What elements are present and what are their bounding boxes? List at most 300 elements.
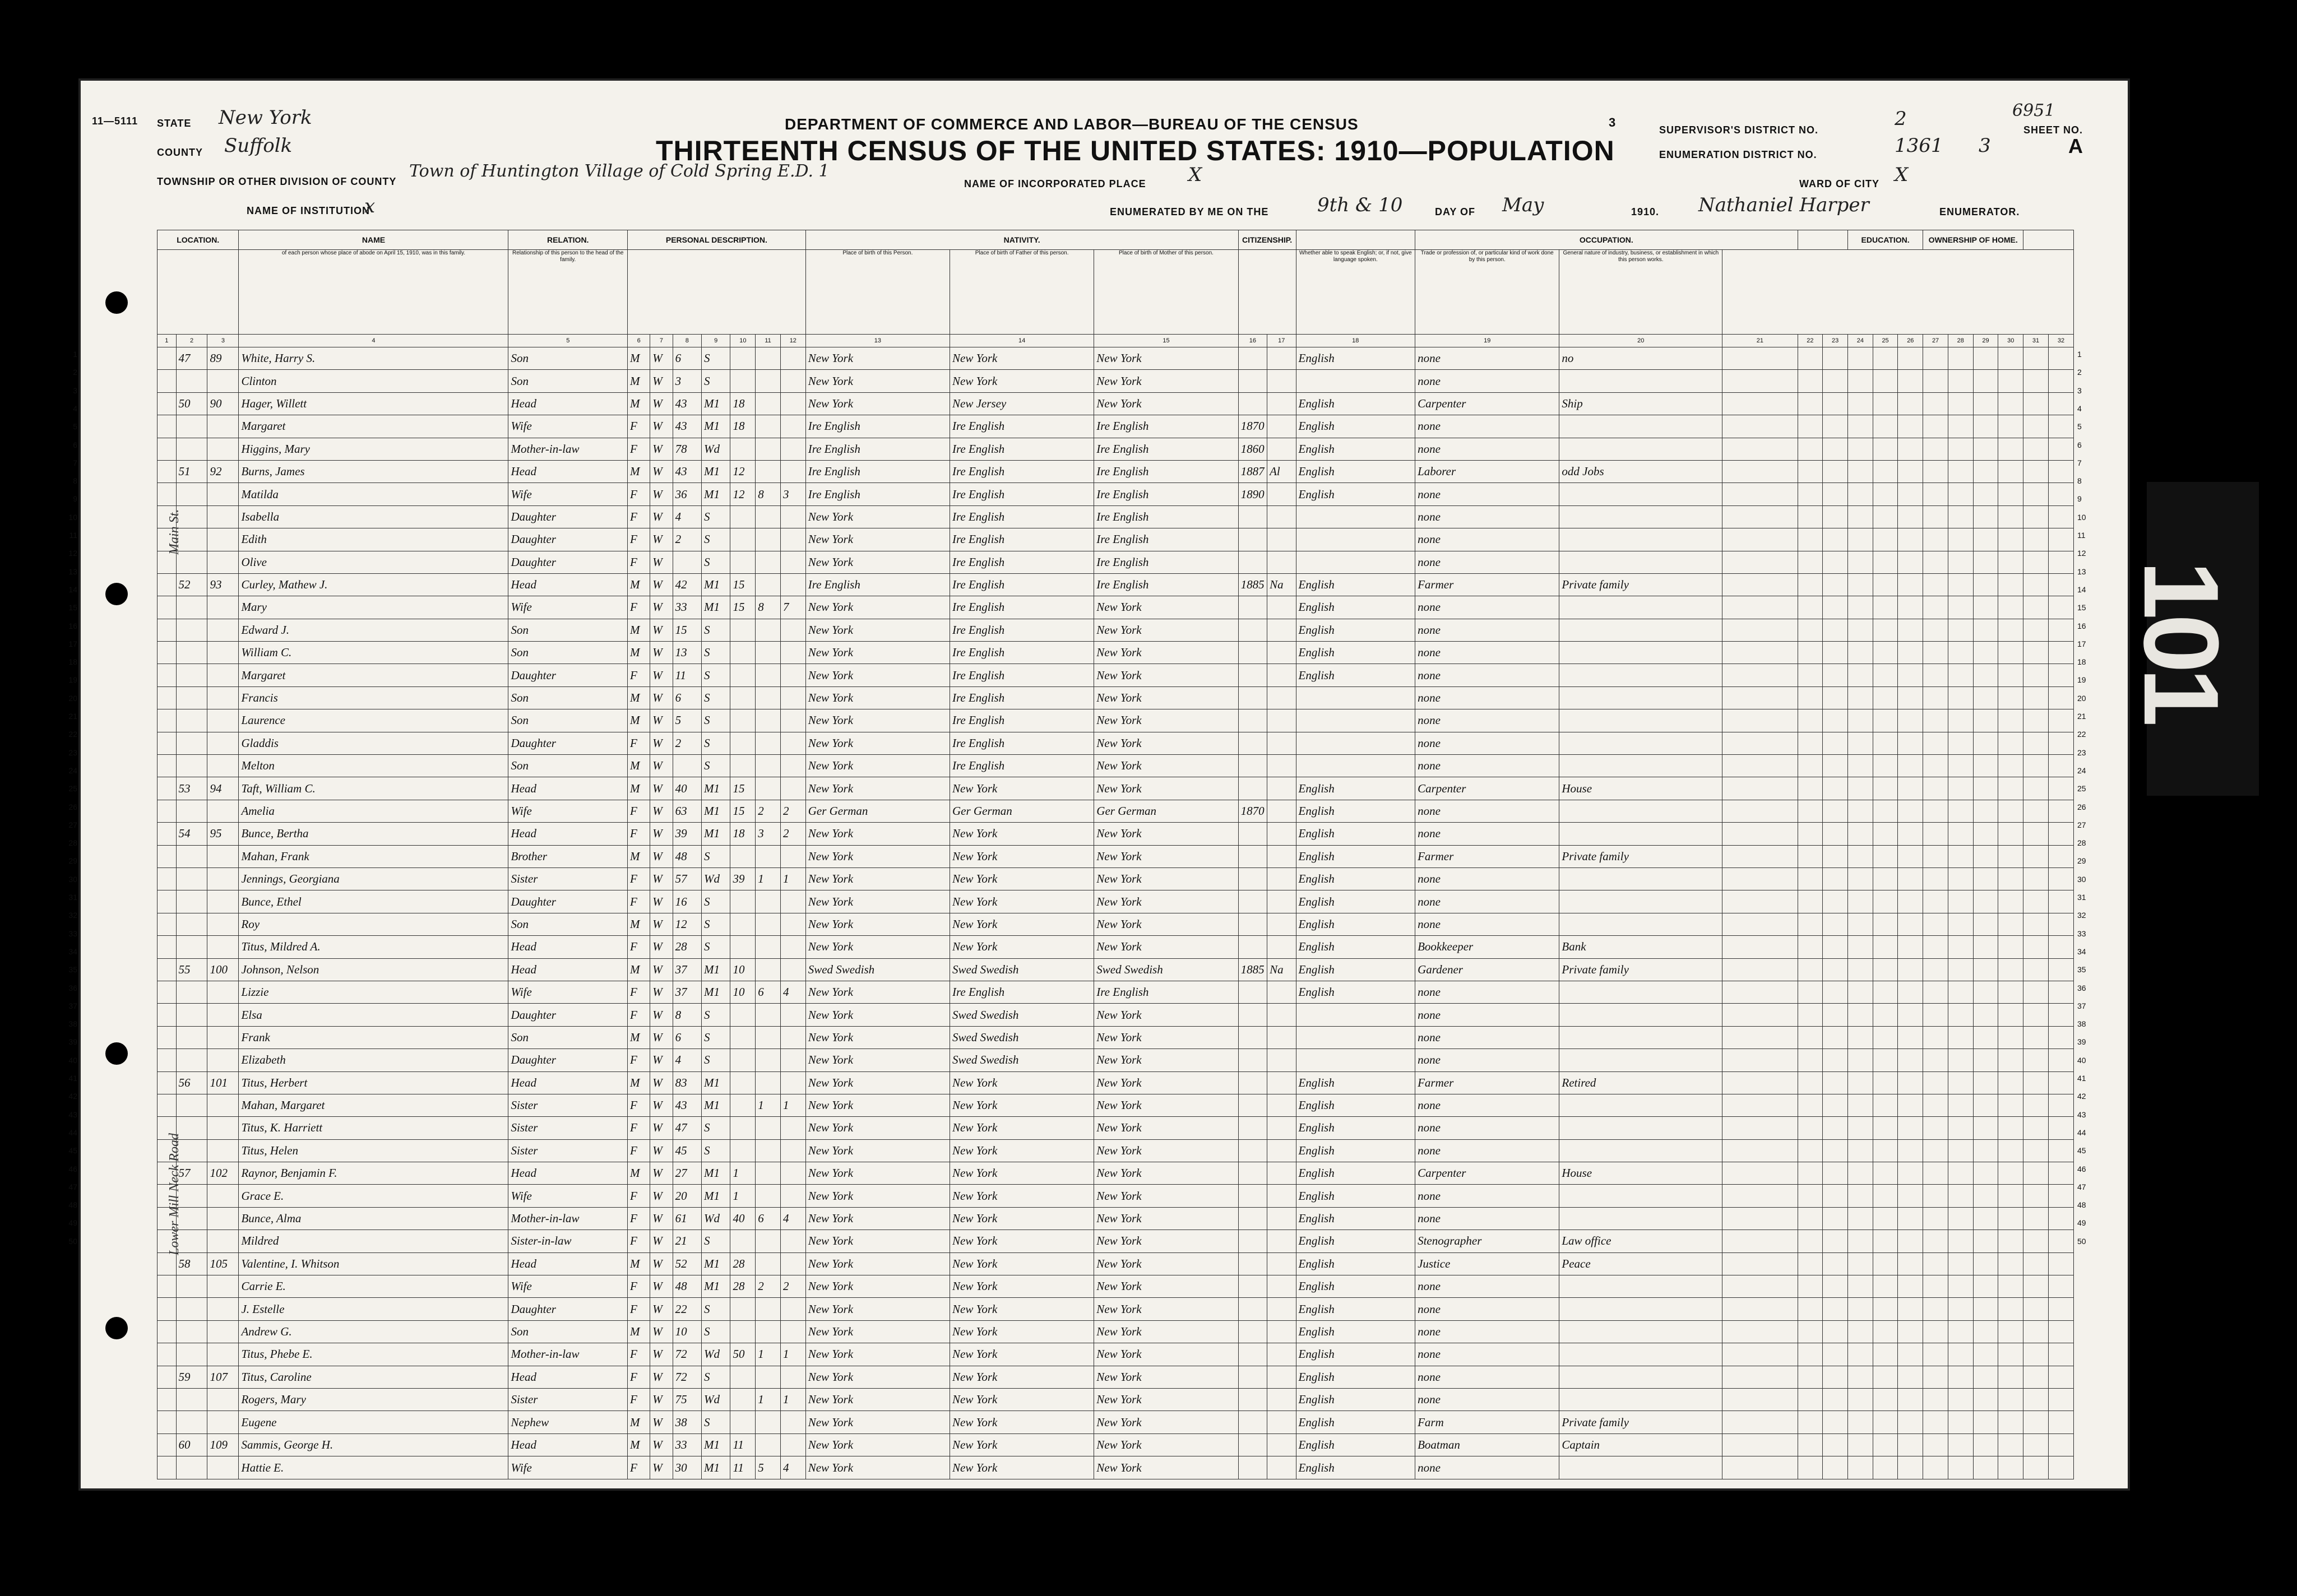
cell-blank: [1898, 505, 1923, 528]
cell-blank: [1873, 528, 1898, 551]
cell-sex: F: [628, 1230, 650, 1252]
cell-blank: [2048, 642, 2073, 664]
cell-sex: F: [628, 1004, 650, 1026]
cell-fam: [207, 800, 239, 822]
cell-race: W: [650, 913, 673, 935]
cell-imm: [1238, 505, 1267, 528]
line-number: 30: [68, 874, 77, 884]
cell-age: 16: [673, 890, 701, 913]
cell-blank: [1722, 867, 1798, 890]
cell-sex: F: [628, 1117, 650, 1139]
cell-ind: Captain: [1559, 1433, 1722, 1456]
cell-fam: [207, 505, 239, 528]
cell-blank: [2048, 573, 2073, 596]
cell-imm: [1238, 709, 1267, 732]
cell-blank: [1973, 1026, 1998, 1048]
cell-blank: [1847, 1433, 1873, 1456]
census-row: [158, 1411, 2074, 1433]
line-number: 4: [2077, 403, 2082, 413]
cell-blank: [2023, 1298, 2049, 1320]
line-number: 4: [73, 403, 77, 413]
column-number: 11: [756, 335, 781, 347]
incorporated-label: NAME OF INCORPORATED PLACE: [964, 178, 1146, 189]
cell-blank: [1873, 1252, 1898, 1275]
cell-nat: [1267, 483, 1296, 505]
cell-blank: [2048, 551, 2073, 573]
cell-bf: New York: [950, 1252, 1094, 1275]
cell-rel: Nephew: [508, 1411, 628, 1433]
cell-ms: S: [702, 619, 730, 641]
line-number: 3: [2077, 386, 2082, 395]
line-number: 19: [2077, 675, 2086, 685]
cell-blank: [1898, 1094, 1923, 1116]
cell-bm: New York: [1094, 913, 1238, 935]
cell-yrs: [730, 1320, 756, 1343]
cell-trade: none: [1415, 709, 1559, 732]
cell-yrs: 18: [730, 392, 756, 415]
cell-lang: English: [1296, 1162, 1415, 1185]
county-value: Suffolk: [224, 134, 293, 157]
cell-ind: [1559, 664, 1722, 686]
cell-blank: [1973, 483, 1998, 505]
cell-lang: [1296, 1004, 1415, 1026]
cell-blank: [1998, 1320, 2023, 1343]
line-number: 37: [68, 1001, 77, 1010]
cell-ind: Ship: [1559, 392, 1722, 415]
column-number: 6: [628, 335, 650, 347]
cell-bp: New York: [805, 1026, 950, 1048]
cell-sex: M: [628, 1071, 650, 1094]
cell-rel: Son: [508, 709, 628, 732]
cell-blank: [1873, 981, 1898, 1003]
cell-liv: [780, 1071, 805, 1094]
cell-nat: [1267, 823, 1296, 845]
cell-blank: [1798, 1004, 1823, 1026]
cell-blank: [1898, 981, 1923, 1003]
cell-blank: [2048, 460, 2073, 482]
column-number: 22: [1798, 335, 1823, 347]
cell-blank: [2048, 370, 2073, 392]
cell-born: [756, 460, 781, 482]
cell-race: W: [650, 686, 673, 709]
cell-blank: [1798, 936, 1823, 958]
cell-imm: [1238, 1139, 1267, 1162]
cell-street: [158, 1343, 177, 1366]
cell-blank: [1973, 1117, 1998, 1139]
column-number: 28: [1948, 335, 1973, 347]
cell-blank: [1948, 686, 1973, 709]
cell-blank: [1847, 1162, 1873, 1185]
cell-rel: Wife: [508, 415, 628, 438]
cell-lang: English: [1296, 1275, 1415, 1298]
cell-born: [756, 1071, 781, 1094]
incorporated-value: X: [1188, 164, 1202, 186]
cell-blank: [1823, 1298, 1848, 1320]
cell-blank: [1898, 958, 1923, 981]
cell-blank: [1847, 483, 1873, 505]
cell-bp: New York: [805, 1162, 950, 1185]
cell-imm: [1238, 1252, 1267, 1275]
cell-bp: New York: [805, 1456, 950, 1479]
cell-dw: 47: [176, 347, 207, 370]
cell-blank: [2048, 890, 2073, 913]
cell-street: [158, 370, 177, 392]
cell-trade: none: [1415, 528, 1559, 551]
cell-ms: S: [702, 1004, 730, 1026]
cell-blank: [1898, 755, 1923, 777]
cell-blank: [1948, 732, 1973, 754]
line-number: 10: [2077, 512, 2086, 522]
cell-blank: [1973, 1433, 1998, 1456]
column-number: 5: [508, 335, 628, 347]
cell-race: W: [650, 958, 673, 981]
cell-blank: [1923, 1094, 1948, 1116]
cell-liv: [780, 370, 805, 392]
cell-bp: New York: [805, 823, 950, 845]
line-number: 50: [2077, 1236, 2086, 1246]
cell-blank: [2048, 528, 2073, 551]
cell-name: J. Estelle: [239, 1298, 508, 1320]
cell-age: 45: [673, 1139, 701, 1162]
cell-bf: Ire English: [950, 505, 1094, 528]
cell-blank: [2023, 528, 2049, 551]
cell-blank: [1722, 1411, 1798, 1433]
cell-blank: [1798, 1320, 1823, 1343]
cell-bp: New York: [805, 505, 950, 528]
cell-born: [756, 1049, 781, 1071]
cell-liv: [780, 1026, 805, 1048]
cell-blank: [1798, 709, 1823, 732]
column-number: 15: [1094, 335, 1238, 347]
cell-blank: [1847, 1117, 1873, 1139]
cell-dw: [176, 438, 207, 460]
cell-bp: New York: [805, 686, 950, 709]
line-number: 26: [68, 802, 77, 811]
cell-bp: New York: [805, 1252, 950, 1275]
cell-blank: [1847, 1185, 1873, 1207]
cell-yrs: [730, 1388, 756, 1411]
birth-mother-header: Place of birth of Mother of this person.: [1094, 250, 1238, 335]
cell-born: [756, 438, 781, 460]
cell-blank: [1847, 1252, 1873, 1275]
cell-dw: [176, 732, 207, 754]
cell-street: [158, 732, 177, 754]
cell-blank: [1823, 528, 1848, 551]
cell-lang: English: [1296, 1343, 1415, 1366]
cell-bp: New York: [805, 642, 950, 664]
cell-fam: [207, 415, 239, 438]
cell-blank: [2048, 483, 2073, 505]
line-number: 46: [68, 1164, 77, 1173]
cell-blank: [1823, 1366, 1848, 1388]
cell-lang: English: [1296, 1298, 1415, 1320]
column-number: 18: [1296, 335, 1415, 347]
cell-blank: [1873, 913, 1898, 935]
line-number: 34: [68, 947, 77, 956]
cell-name: Bunce, Ethel: [239, 890, 508, 913]
cell-dw: [176, 686, 207, 709]
cell-liv: [780, 1433, 805, 1456]
census-row: [158, 573, 2074, 596]
cell-sex: F: [628, 551, 650, 573]
cell-sex: F: [628, 483, 650, 505]
cell-blank: [1798, 573, 1823, 596]
cell-blank: [2023, 1185, 2049, 1207]
cell-fam: [207, 1298, 239, 1320]
cell-imm: [1238, 1094, 1267, 1116]
cell-blank: [1898, 1343, 1923, 1366]
cell-race: W: [650, 1117, 673, 1139]
cell-blank: [2048, 1343, 2073, 1366]
cell-blank: [1847, 1049, 1873, 1071]
cell-blank: [2048, 596, 2073, 619]
cell-blank: [1847, 958, 1873, 981]
cell-name: Roy: [239, 913, 508, 935]
cell-yrs: 15: [730, 596, 756, 619]
cell-blank: [1898, 415, 1923, 438]
cell-blank: [1923, 551, 1948, 573]
line-number: 20: [68, 693, 77, 703]
cell-bf: New York: [950, 370, 1094, 392]
cell-blank: [1823, 913, 1848, 935]
cell-sex: M: [628, 1411, 650, 1433]
line-number: 43: [2077, 1110, 2086, 1119]
cell-blank: [1973, 551, 1998, 573]
cell-sex: M: [628, 392, 650, 415]
cell-name: Raynor, Benjamin F.: [239, 1162, 508, 1185]
cell-lang: [1296, 505, 1415, 528]
cell-rel: Wife: [508, 483, 628, 505]
cell-blank: [1798, 1185, 1823, 1207]
cell-imm: [1238, 890, 1267, 913]
cell-born: 6: [756, 1207, 781, 1230]
cell-nat: [1267, 1275, 1296, 1298]
cell-bf: Ire English: [950, 755, 1094, 777]
cell-nat: [1267, 415, 1296, 438]
cell-imm: [1238, 732, 1267, 754]
cell-street: [158, 483, 177, 505]
cell-blank: [1948, 505, 1973, 528]
cell-bf: New York: [950, 936, 1094, 958]
cell-blank: [1798, 1411, 1823, 1433]
cell-rel: Head: [508, 958, 628, 981]
line-number: 45: [68, 1146, 77, 1156]
cell-born: 3: [756, 823, 781, 845]
cell-blank: [2023, 1071, 2049, 1094]
cell-born: [756, 686, 781, 709]
cell-blank: [2048, 505, 2073, 528]
cell-blank: [1948, 1343, 1973, 1366]
cell-imm: [1238, 755, 1267, 777]
cell-street: [158, 392, 177, 415]
cell-blank: [1823, 777, 1848, 800]
cell-blank: [1998, 1366, 2023, 1388]
cell-ind: [1559, 596, 1722, 619]
cell-lang: English: [1296, 936, 1415, 958]
cell-rel: Head: [508, 777, 628, 800]
cell-born: [756, 1411, 781, 1433]
census-row: [158, 528, 2074, 551]
cell-ind: [1559, 867, 1722, 890]
line-number: 21: [68, 712, 77, 721]
cell-blank: [2023, 777, 2049, 800]
cell-liv: [780, 1366, 805, 1388]
cell-fam: [207, 890, 239, 913]
cell-trade: none: [1415, 686, 1559, 709]
cell-nat: [1267, 528, 1296, 551]
cell-born: 1: [756, 867, 781, 890]
cell-ind: [1559, 1049, 1722, 1071]
cell-name: Margaret: [239, 664, 508, 686]
cell-blank: [2048, 732, 2073, 754]
cell-rel: Head: [508, 936, 628, 958]
cell-blank: [1873, 755, 1898, 777]
cell-age: 43: [673, 415, 701, 438]
cell-blank: [1973, 800, 1998, 822]
cell-ms: M1: [702, 415, 730, 438]
cell-blank: [2023, 755, 2049, 777]
cell-ind: [1559, 1343, 1722, 1366]
cell-lang: English: [1296, 1230, 1415, 1252]
cell-blank: [1722, 732, 1798, 754]
cell-age: 43: [673, 460, 701, 482]
cell-trade: none: [1415, 1026, 1559, 1048]
cell-blank: [2048, 823, 2073, 845]
line-number: 19: [68, 675, 77, 685]
column-number: 14: [950, 335, 1094, 347]
cell-dw: [176, 1049, 207, 1071]
cell-lang: [1296, 755, 1415, 777]
cell-yrs: 15: [730, 777, 756, 800]
cell-age: 38: [673, 1411, 701, 1433]
cell-blank: [2023, 890, 2049, 913]
cell-blank: [1923, 596, 1948, 619]
cell-street: [158, 664, 177, 686]
cell-street: [158, 1320, 177, 1343]
cell-race: W: [650, 619, 673, 641]
census-row: [158, 1298, 2074, 1320]
cell-name: Bunce, Alma: [239, 1207, 508, 1230]
cell-blank: [1998, 1207, 2023, 1230]
cell-blank: [1973, 1230, 1998, 1252]
cell-imm: [1238, 392, 1267, 415]
cell-age: 3: [673, 370, 701, 392]
cell-bm: New York: [1094, 1162, 1238, 1185]
cell-blank: [1873, 1026, 1898, 1048]
cell-blank: [2023, 392, 2049, 415]
cell-ms: M1: [702, 1071, 730, 1094]
cell-fam: [207, 936, 239, 958]
cell-lang: [1296, 1049, 1415, 1071]
cell-blank: [1973, 619, 1998, 641]
cell-blank: [1898, 1185, 1923, 1207]
cell-nat: [1267, 1207, 1296, 1230]
cell-name: Olive: [239, 551, 508, 573]
cell-fam: [207, 483, 239, 505]
cell-age: 83: [673, 1071, 701, 1094]
cell-blank: [1898, 709, 1923, 732]
cell-blank: [1798, 823, 1823, 845]
cell-bf: New York: [950, 1185, 1094, 1207]
cell-name: Elsa: [239, 1004, 508, 1026]
cell-blank: [1948, 1026, 1973, 1048]
census-row: [158, 1320, 2074, 1343]
cell-fam: [207, 1230, 239, 1252]
line-number: 27: [68, 820, 77, 829]
cell-bf: Ire English: [950, 709, 1094, 732]
cell-fam: [207, 1026, 239, 1048]
cell-liv: [780, 528, 805, 551]
cell-imm: [1238, 686, 1267, 709]
cell-yrs: [730, 732, 756, 754]
cell-blank: [1722, 1004, 1798, 1026]
cell-blank: [1923, 709, 1948, 732]
cell-bp: New York: [805, 709, 950, 732]
cell-blank: [1722, 1366, 1798, 1388]
line-number: 17: [2077, 639, 2086, 648]
cell-imm: 1890: [1238, 483, 1267, 505]
cell-born: [756, 1320, 781, 1343]
cell-blank: [1722, 642, 1798, 664]
cell-bf: Swed Swedish: [950, 1004, 1094, 1026]
cell-yrs: 1: [730, 1185, 756, 1207]
cell-lang: English: [1296, 890, 1415, 913]
cell-blank: [1898, 1071, 1923, 1094]
cell-race: W: [650, 867, 673, 890]
cell-bp: New York: [805, 392, 950, 415]
cell-liv: [780, 1139, 805, 1162]
cell-blank: [1847, 732, 1873, 754]
cell-age: 61: [673, 1207, 701, 1230]
line-number: 29: [68, 856, 77, 866]
cell-bp: Ire English: [805, 483, 950, 505]
cell-nat: [1267, 619, 1296, 641]
cell-born: 6: [756, 981, 781, 1003]
cell-blank: [2048, 686, 2073, 709]
census-title: THIRTEENTH CENSUS OF THE UNITED STATES: 1910—POPULATION: [656, 135, 1615, 166]
cell-bm: New York: [1094, 1275, 1238, 1298]
cell-blank: [1847, 1275, 1873, 1298]
cell-blank: [1923, 1252, 1948, 1275]
cell-blank: [1847, 686, 1873, 709]
cell-blank: [1923, 1162, 1948, 1185]
cell-blank: [1898, 1026, 1923, 1048]
cell-rel: Head: [508, 1252, 628, 1275]
cell-race: W: [650, 1343, 673, 1366]
cell-bp: New York: [805, 664, 950, 686]
cell-blank: [1923, 936, 1948, 958]
line-number: 38: [68, 1019, 77, 1029]
cell-blank: [1948, 1366, 1973, 1388]
cell-born: [756, 392, 781, 415]
cell-age: 52: [673, 1252, 701, 1275]
cell-ms: S: [702, 528, 730, 551]
cell-ind: [1559, 505, 1722, 528]
cell-lang: English: [1296, 823, 1415, 845]
ward-label: WARD OF CITY: [1799, 178, 1879, 189]
line-number: 24: [68, 765, 77, 775]
cell-fam: 101: [207, 1071, 239, 1094]
cell-blank: [1847, 596, 1873, 619]
cell-blank: [1873, 619, 1898, 641]
cell-trade: Carpenter: [1415, 392, 1559, 415]
cell-name: Jennings, Georgiana: [239, 867, 508, 890]
cell-blank: [1948, 936, 1973, 958]
cell-lang: English: [1296, 1207, 1415, 1230]
cell-rel: Head: [508, 573, 628, 596]
line-number: 22: [68, 730, 77, 739]
cell-blank: [1973, 823, 1998, 845]
